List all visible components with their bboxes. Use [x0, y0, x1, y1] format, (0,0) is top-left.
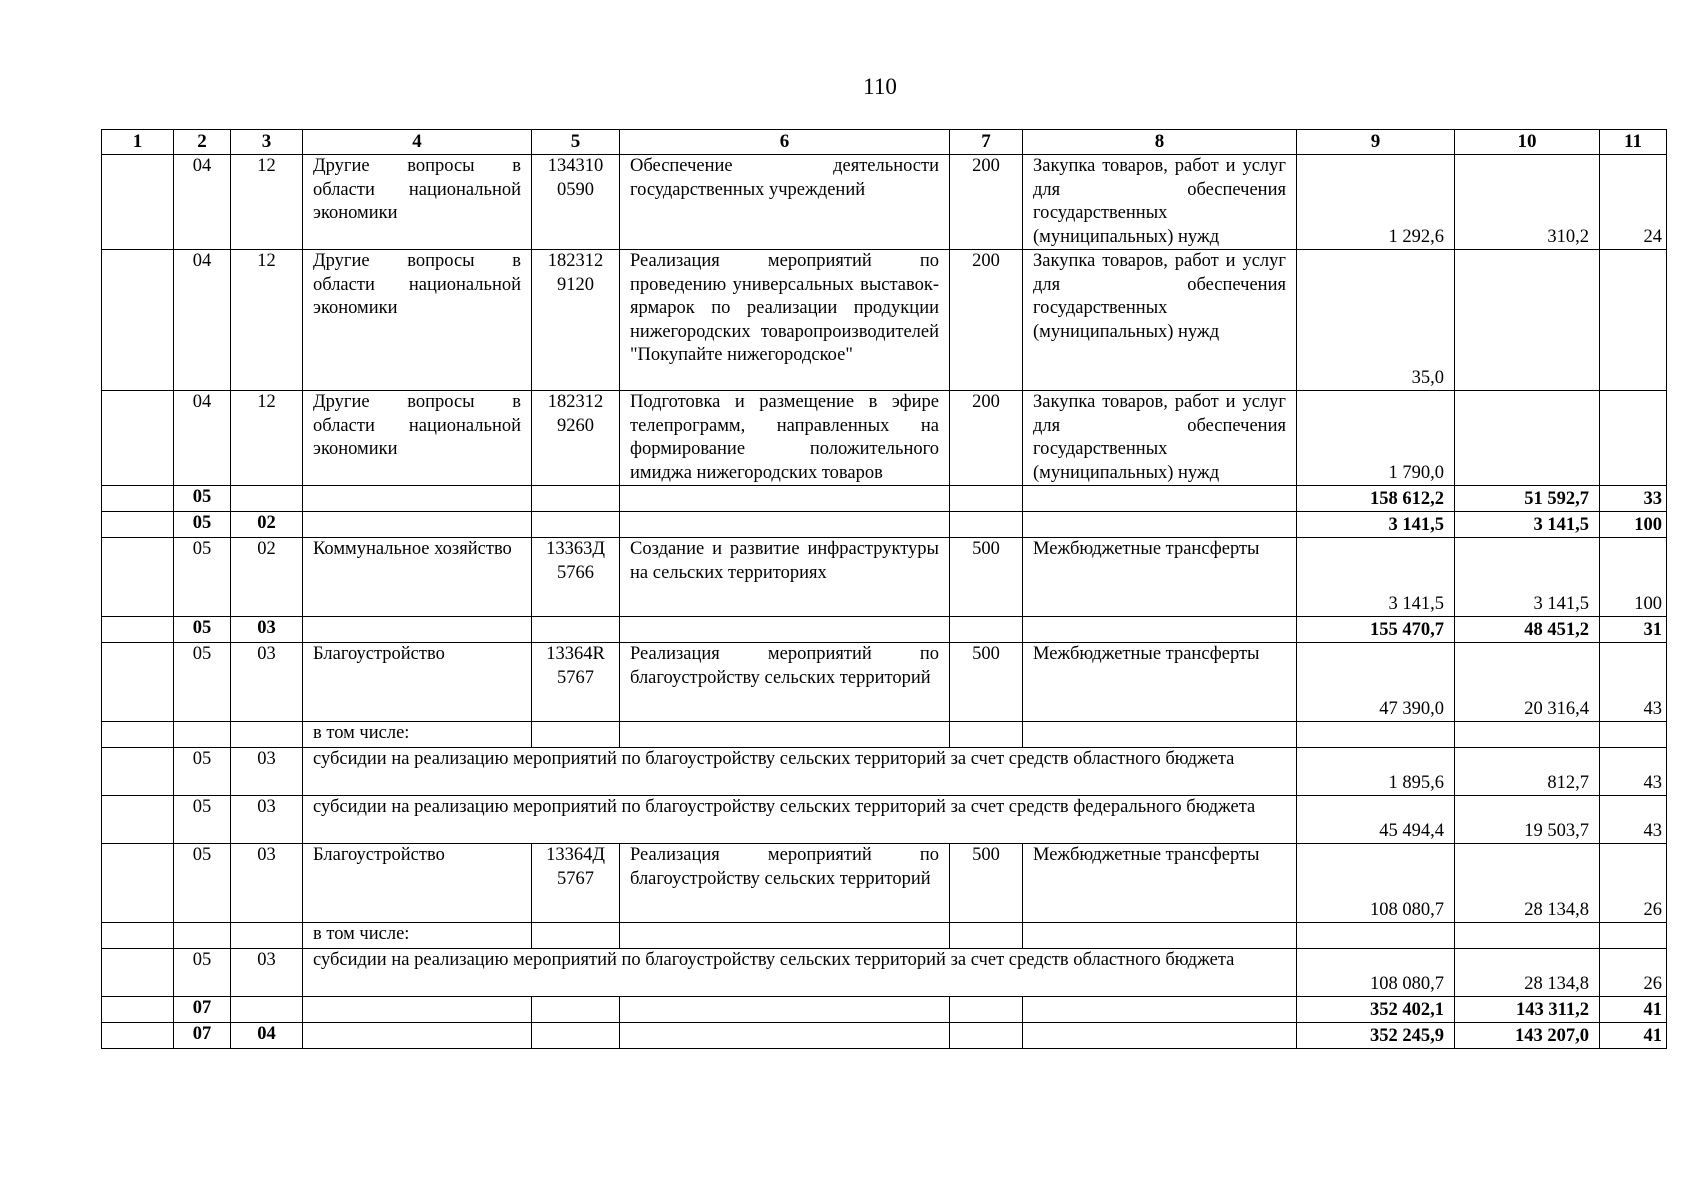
cell-col1 — [102, 617, 174, 643]
cell-target-name: Подготовка и размещение в эфире телепрограмм, направленных на формирование положительного имиджа нижегородских товаров — [620, 391, 950, 486]
cell-subsection-name: Другие вопросы в области национальной экономики — [303, 391, 532, 486]
col-header-4: 4 — [303, 130, 532, 155]
cell-subsection: 03 — [231, 748, 303, 796]
cell-subsection-name: Коммунальное хозяйство — [303, 538, 532, 617]
cell-target-name: Реализация мероприятий по проведению универсальных выставок-ярмарок по реализации продукции нижегородских товаропроизводителей "Покупайте нижегородское" — [620, 250, 950, 391]
table-row — [102, 643, 1667, 722]
table-row — [102, 391, 1667, 486]
cell-actual: 310,2 — [1455, 155, 1600, 250]
cell-target-name — [620, 923, 950, 949]
cell-section: 05 — [174, 796, 231, 844]
cell-target-name — [620, 512, 950, 538]
cell-target-name — [620, 486, 950, 512]
cell-target-name: Создание и развитие инфраструктуры на сельских территориях — [620, 538, 950, 617]
cell-plan: 45 494,4 — [1297, 796, 1455, 844]
cell-section: 04 — [174, 250, 231, 391]
cell-col1 — [102, 250, 174, 391]
cell-plan — [1297, 923, 1455, 949]
cell-plan: 1 895,6 — [1297, 748, 1455, 796]
col-header-10: 10 — [1455, 130, 1600, 155]
cell-section: 05 — [174, 748, 231, 796]
cell-target-code — [532, 722, 620, 748]
cell-section: 05 — [174, 617, 231, 643]
subsidy-description: субсидии на реализацию мероприятий по благоустройству сельских территорий за счет средств федерального бюджета — [303, 796, 1297, 844]
col-header-5: 5 — [532, 130, 620, 155]
cell-subsection-name: Благоустройство — [303, 844, 532, 923]
cell-expense-name — [1023, 997, 1297, 1023]
cell-plan: 108 080,7 — [1297, 844, 1455, 923]
total-row — [102, 512, 1667, 538]
cell-target-code — [532, 923, 620, 949]
cell-col1 — [102, 486, 174, 512]
cell-plan — [1297, 722, 1455, 748]
cell-actual: 20 316,4 — [1455, 643, 1600, 722]
cell-expense-code: 500 — [950, 538, 1023, 617]
cell-plan: 35,0 — [1297, 250, 1455, 391]
cell-target-name — [620, 722, 950, 748]
cell-plan: 158 612,2 — [1297, 486, 1455, 512]
cell-col1 — [102, 949, 174, 997]
col-header-2: 2 — [174, 130, 231, 155]
cell-target-code — [532, 997, 620, 1023]
cell-target-code: 182312 9260 — [532, 391, 620, 486]
cell-percent: 24 — [1600, 155, 1667, 250]
cell-target-name — [620, 997, 950, 1023]
including-label: в том числе: — [303, 722, 532, 748]
cell-subsection-name: Другие вопросы в области национальной экономики — [303, 250, 532, 391]
cell-subsection: 12 — [231, 250, 303, 391]
page-number: 110 — [863, 74, 897, 99]
cell-col1 — [102, 643, 174, 722]
cell-actual: 3 141,5 — [1455, 538, 1600, 617]
table-row — [102, 844, 1667, 923]
cell-section: 07 — [174, 997, 231, 1023]
cell-section: 05 — [174, 643, 231, 722]
subsidy-row — [102, 748, 1667, 796]
cell-expense-name — [1023, 486, 1297, 512]
cell-subsection-name: Другие вопросы в области национальной экономики — [303, 155, 532, 250]
budget-table — [101, 129, 1667, 1049]
cell-subsection — [231, 722, 303, 748]
cell-subsection-name — [303, 486, 532, 512]
cell-expense-code — [950, 722, 1023, 748]
cell-percent: 100 — [1600, 512, 1667, 538]
cell-col1 — [102, 512, 174, 538]
col-header-6: 6 — [620, 130, 950, 155]
cell-percent — [1600, 722, 1667, 748]
total-row — [102, 617, 1667, 643]
cell-plan: 108 080,7 — [1297, 949, 1455, 997]
col-header-1: 1 — [102, 130, 174, 155]
cell-percent: 43 — [1600, 748, 1667, 796]
cell-actual: 48 451,2 — [1455, 617, 1600, 643]
cell-plan: 155 470,7 — [1297, 617, 1455, 643]
cell-percent: 41 — [1600, 997, 1667, 1023]
total-row — [102, 997, 1667, 1023]
cell-target-code — [532, 486, 620, 512]
cell-target-code: 134310 0590 — [532, 155, 620, 250]
cell-section: 04 — [174, 155, 231, 250]
including-label: в том числе: — [303, 923, 532, 949]
cell-expense-code: 200 — [950, 155, 1023, 250]
cell-expense-name — [1023, 617, 1297, 643]
cell-expense-name: Межбюджетные трансферты — [1023, 538, 1297, 617]
cell-target-code: 182312 9120 — [532, 250, 620, 391]
cell-subsection: 03 — [231, 643, 303, 722]
cell-expense-code: 200 — [950, 250, 1023, 391]
cell-percent: 31 — [1600, 617, 1667, 643]
cell-plan: 1 790,0 — [1297, 391, 1455, 486]
cell-col1 — [102, 155, 174, 250]
cell-percent: 100 — [1600, 538, 1667, 617]
cell-expense-code — [950, 486, 1023, 512]
cell-subsection: 03 — [231, 617, 303, 643]
cell-actual: 19 503,7 — [1455, 796, 1600, 844]
table-row — [102, 155, 1667, 250]
col-header-7: 7 — [950, 130, 1023, 155]
cell-percent — [1600, 923, 1667, 949]
cell-expense-code — [950, 923, 1023, 949]
including-row — [102, 722, 1667, 748]
cell-actual — [1455, 923, 1600, 949]
cell-actual: 143 311,2 — [1455, 997, 1600, 1023]
cell-subsection: 02 — [231, 512, 303, 538]
cell-percent: 41 — [1600, 1023, 1667, 1049]
cell-section: 05 — [174, 512, 231, 538]
cell-target-code — [532, 512, 620, 538]
cell-percent: 26 — [1600, 844, 1667, 923]
cell-col1 — [102, 391, 174, 486]
col-header-11: 11 — [1600, 130, 1667, 155]
cell-expense-code: 200 — [950, 391, 1023, 486]
cell-target-name: Обеспечение деятельности государственных учреждений — [620, 155, 950, 250]
cell-percent — [1600, 391, 1667, 486]
cell-subsection — [231, 997, 303, 1023]
cell-section: 04 — [174, 391, 231, 486]
subsidy-description: субсидии на реализацию мероприятий по благоустройству сельских территорий за счет средств областного бюджета — [303, 748, 1297, 796]
cell-target-name — [620, 1023, 950, 1049]
cell-col1 — [102, 923, 174, 949]
cell-subsection: 03 — [231, 796, 303, 844]
cell-expense-name — [1023, 512, 1297, 538]
cell-subsection — [231, 486, 303, 512]
cell-actual: 3 141,5 — [1455, 512, 1600, 538]
table-row — [102, 538, 1667, 617]
cell-expense-name — [1023, 722, 1297, 748]
cell-expense-name: Межбюджетные трансферты — [1023, 643, 1297, 722]
cell-subsection-name: Благоустройство — [303, 643, 532, 722]
cell-subsection: 03 — [231, 844, 303, 923]
cell-subsection: 02 — [231, 538, 303, 617]
cell-actual: 28 134,8 — [1455, 844, 1600, 923]
cell-subsection: 12 — [231, 391, 303, 486]
cell-actual: 51 592,7 — [1455, 486, 1600, 512]
subsidy-description: субсидии на реализацию мероприятий по благоустройству сельских территорий за счет средств областного бюджета — [303, 949, 1297, 997]
cell-section: 05 — [174, 486, 231, 512]
cell-subsection: 12 — [231, 155, 303, 250]
subsidy-row — [102, 796, 1667, 844]
table-row — [102, 250, 1667, 391]
cell-target-name: Реализация мероприятий по благоустройству сельских территорий — [620, 643, 950, 722]
cell-col1 — [102, 722, 174, 748]
cell-section — [174, 722, 231, 748]
total-row — [102, 486, 1667, 512]
cell-subsection-name — [303, 512, 532, 538]
cell-section: 05 — [174, 538, 231, 617]
cell-percent: 26 — [1600, 949, 1667, 997]
cell-expense-code: 500 — [950, 643, 1023, 722]
cell-subsection: 03 — [231, 949, 303, 997]
cell-expense-name: Межбюджетные трансферты — [1023, 844, 1297, 923]
cell-actual: 812,7 — [1455, 748, 1600, 796]
cell-plan: 3 141,5 — [1297, 512, 1455, 538]
cell-actual — [1455, 391, 1600, 486]
cell-subsection: 04 — [231, 1023, 303, 1049]
cell-percent: 33 — [1600, 486, 1667, 512]
cell-col1 — [102, 1023, 174, 1049]
col-header-3: 3 — [231, 130, 303, 155]
cell-expense-name: Закупка товаров, работ и услуг для обеспечения государственных (муниципальных) нужд — [1023, 155, 1297, 250]
cell-col1 — [102, 748, 174, 796]
cell-actual: 28 134,8 — [1455, 949, 1600, 997]
cell-expense-code: 500 — [950, 844, 1023, 923]
including-row — [102, 923, 1667, 949]
cell-target-code: 13364Д 5767 — [532, 844, 620, 923]
cell-expense-code — [950, 997, 1023, 1023]
cell-percent — [1600, 250, 1667, 391]
cell-plan: 352 402,1 — [1297, 997, 1455, 1023]
total-row — [102, 1023, 1667, 1049]
cell-expense-name — [1023, 923, 1297, 949]
cell-actual — [1455, 250, 1600, 391]
cell-target-code — [532, 617, 620, 643]
cell-percent: 43 — [1600, 643, 1667, 722]
cell-section: 05 — [174, 844, 231, 923]
cell-expense-code — [950, 1023, 1023, 1049]
col-header-8: 8 — [1023, 130, 1297, 155]
cell-subsection — [231, 923, 303, 949]
cell-section: 05 — [174, 949, 231, 997]
cell-actual — [1455, 722, 1600, 748]
cell-plan: 47 390,0 — [1297, 643, 1455, 722]
cell-expense-name: Закупка товаров, работ и услуг для обеспечения государственных (муниципальных) нужд — [1023, 250, 1297, 391]
header-row — [102, 130, 1667, 155]
cell-col1 — [102, 997, 174, 1023]
col-header-9: 9 — [1297, 130, 1455, 155]
cell-expense-name — [1023, 1023, 1297, 1049]
cell-section — [174, 923, 231, 949]
cell-plan: 3 141,5 — [1297, 538, 1455, 617]
cell-target-code: 13364R 5767 — [532, 643, 620, 722]
cell-actual: 143 207,0 — [1455, 1023, 1600, 1049]
cell-percent: 43 — [1600, 796, 1667, 844]
cell-target-code — [532, 1023, 620, 1049]
cell-col1 — [102, 796, 174, 844]
cell-subsection-name — [303, 617, 532, 643]
cell-expense-code — [950, 512, 1023, 538]
cell-expense-name: Закупка товаров, работ и услуг для обеспечения государственных (муниципальных) нужд — [1023, 391, 1297, 486]
cell-plan: 352 245,9 — [1297, 1023, 1455, 1049]
cell-target-code: 13363Д 5766 — [532, 538, 620, 617]
cell-subsection-name — [303, 997, 532, 1023]
cell-col1 — [102, 844, 174, 923]
cell-expense-code — [950, 617, 1023, 643]
cell-plan: 1 292,6 — [1297, 155, 1455, 250]
subsidy-row — [102, 949, 1667, 997]
cell-section: 07 — [174, 1023, 231, 1049]
cell-subsection-name — [303, 1023, 532, 1049]
cell-target-name — [620, 617, 950, 643]
cell-col1 — [102, 538, 174, 617]
cell-target-name: Реализация мероприятий по благоустройству сельских территорий — [620, 844, 950, 923]
